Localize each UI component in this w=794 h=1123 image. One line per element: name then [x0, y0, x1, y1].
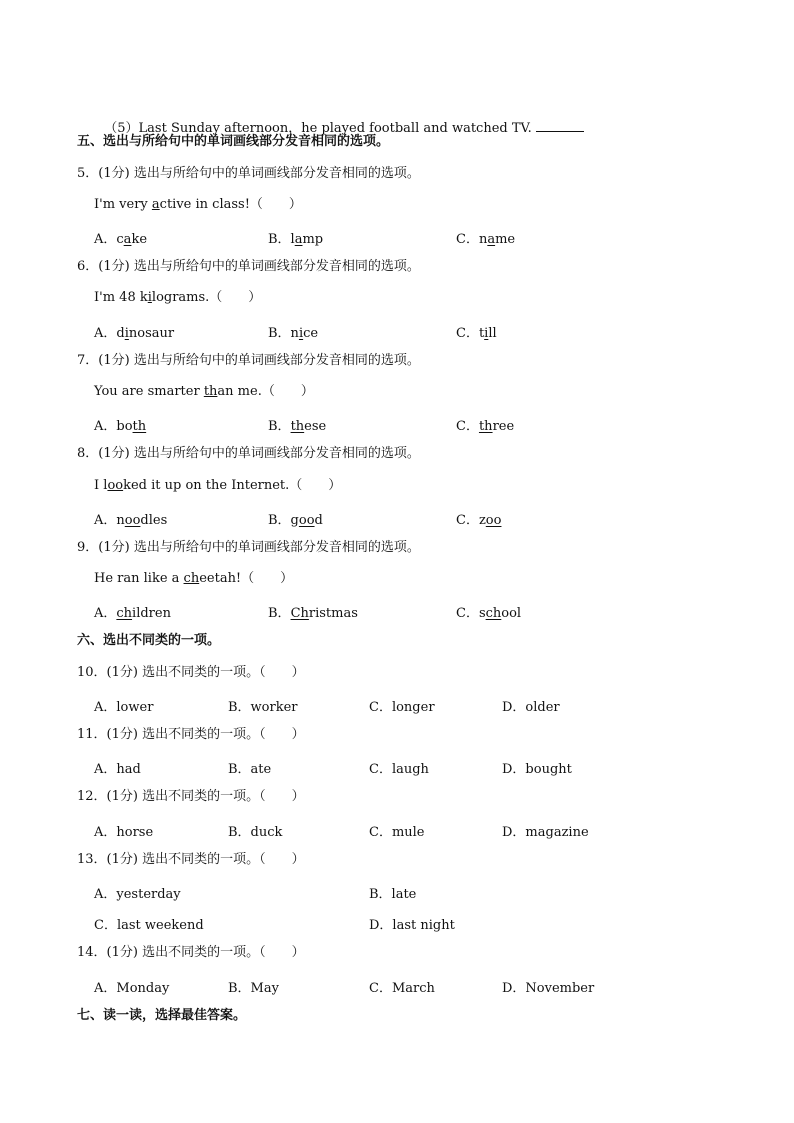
- option-a[interactable]: A．had: [94, 762, 141, 777]
- option-a[interactable]: A．both: [94, 419, 147, 434]
- option-c[interactable]: C．laugh: [369, 762, 429, 777]
- option-a[interactable]: A．yesterday: [94, 887, 181, 902]
- option-d[interactable]: D．bought: [502, 762, 572, 777]
- section-heading-5: 五、选出与所给句中的单词画线部分发音相同的选项。: [77, 134, 390, 149]
- question-10-stem: 10．(1分) 选出不同类的一项。（ ）: [77, 665, 305, 680]
- option-c[interactable]: C．zoo: [456, 513, 502, 528]
- answer-blank[interactable]: [536, 119, 584, 132]
- question-5-sentence: I'm very active in class!（ ）: [94, 197, 302, 212]
- question-5-stem: 5．(1分) 选出与所给句中的单词画线部分发音相同的选项。: [77, 166, 420, 181]
- option-a[interactable]: A．noodles: [94, 513, 168, 528]
- option-b[interactable]: B．late: [369, 887, 417, 902]
- question-6-stem: 6．(1分) 选出与所给句中的单词画线部分发音相同的选项。: [77, 259, 420, 274]
- option-a[interactable]: A．horse: [94, 825, 154, 840]
- option-c[interactable]: C．longer: [369, 700, 435, 715]
- option-b[interactable]: B．lamp: [268, 232, 324, 247]
- question-8-stem: 8．(1分) 选出与所给句中的单词画线部分发音相同的选项。: [77, 446, 420, 461]
- question-9-stem: 9．(1分) 选出与所给句中的单词画线部分发音相同的选项。: [77, 540, 420, 555]
- option-b[interactable]: B．worker: [228, 700, 298, 715]
- option-b[interactable]: B．good: [268, 513, 323, 528]
- option-a[interactable]: A．Monday: [94, 981, 170, 996]
- option-a[interactable]: A．children: [94, 606, 171, 621]
- option-d[interactable]: D．last night: [369, 918, 455, 933]
- question-13-stem: 13．(1分) 选出不同类的一项。（ ）: [77, 852, 305, 867]
- option-a[interactable]: A．lower: [94, 700, 154, 715]
- question-6-sentence: I'm 48 kilograms.（ ）: [94, 290, 262, 305]
- option-c[interactable]: C．name: [456, 232, 516, 247]
- question-11-stem: 11．(1分) 选出不同类的一项。（ ）: [77, 727, 305, 742]
- option-b[interactable]: B．ate: [228, 762, 272, 777]
- option-b[interactable]: B．nice: [268, 326, 319, 341]
- option-d[interactable]: D．older: [502, 700, 560, 715]
- question-12-stem: 12．(1分) 选出不同类的一项。（ ）: [77, 789, 305, 804]
- option-a[interactable]: A．cake: [94, 232, 148, 247]
- question-7-stem: 7．(1分) 选出与所给句中的单词画线部分发音相同的选项。: [77, 353, 420, 368]
- question-14-stem: 14．(1分) 选出不同类的一项。（ ）: [77, 945, 305, 960]
- sub-question-5-text: （5）Last Sunday afternoon，he played football and watched TV.: [104, 121, 532, 136]
- option-b[interactable]: B．May: [228, 981, 279, 996]
- option-c[interactable]: C．last weekend: [94, 918, 204, 933]
- option-b[interactable]: B．Christmas: [268, 606, 358, 621]
- option-a[interactable]: A．dinosaur: [94, 326, 175, 341]
- option-c[interactable]: C．school: [456, 606, 522, 621]
- option-b[interactable]: B．these: [268, 419, 327, 434]
- question-7-sentence: You are smarter than me.（ ）: [94, 384, 314, 399]
- sub-question-5: [96, 103, 794, 136]
- question-9-sentence: He ran like a cheetah!（ ）: [94, 571, 294, 586]
- option-c[interactable]: C．March: [369, 981, 435, 996]
- option-c[interactable]: C．mule: [369, 825, 425, 840]
- section-heading-6: 六、选出不同类的一项。: [77, 633, 221, 648]
- option-d[interactable]: D．November: [502, 981, 595, 996]
- question-8-sentence: I looked it up on the Internet.（ ）: [94, 478, 342, 493]
- section-heading-7: 七、读一读，选择最佳答案。: [77, 1008, 247, 1023]
- option-d[interactable]: D．magazine: [502, 825, 589, 840]
- option-c[interactable]: C．three: [456, 419, 515, 434]
- option-b[interactable]: B．duck: [228, 825, 283, 840]
- option-c[interactable]: C．till: [456, 326, 497, 341]
